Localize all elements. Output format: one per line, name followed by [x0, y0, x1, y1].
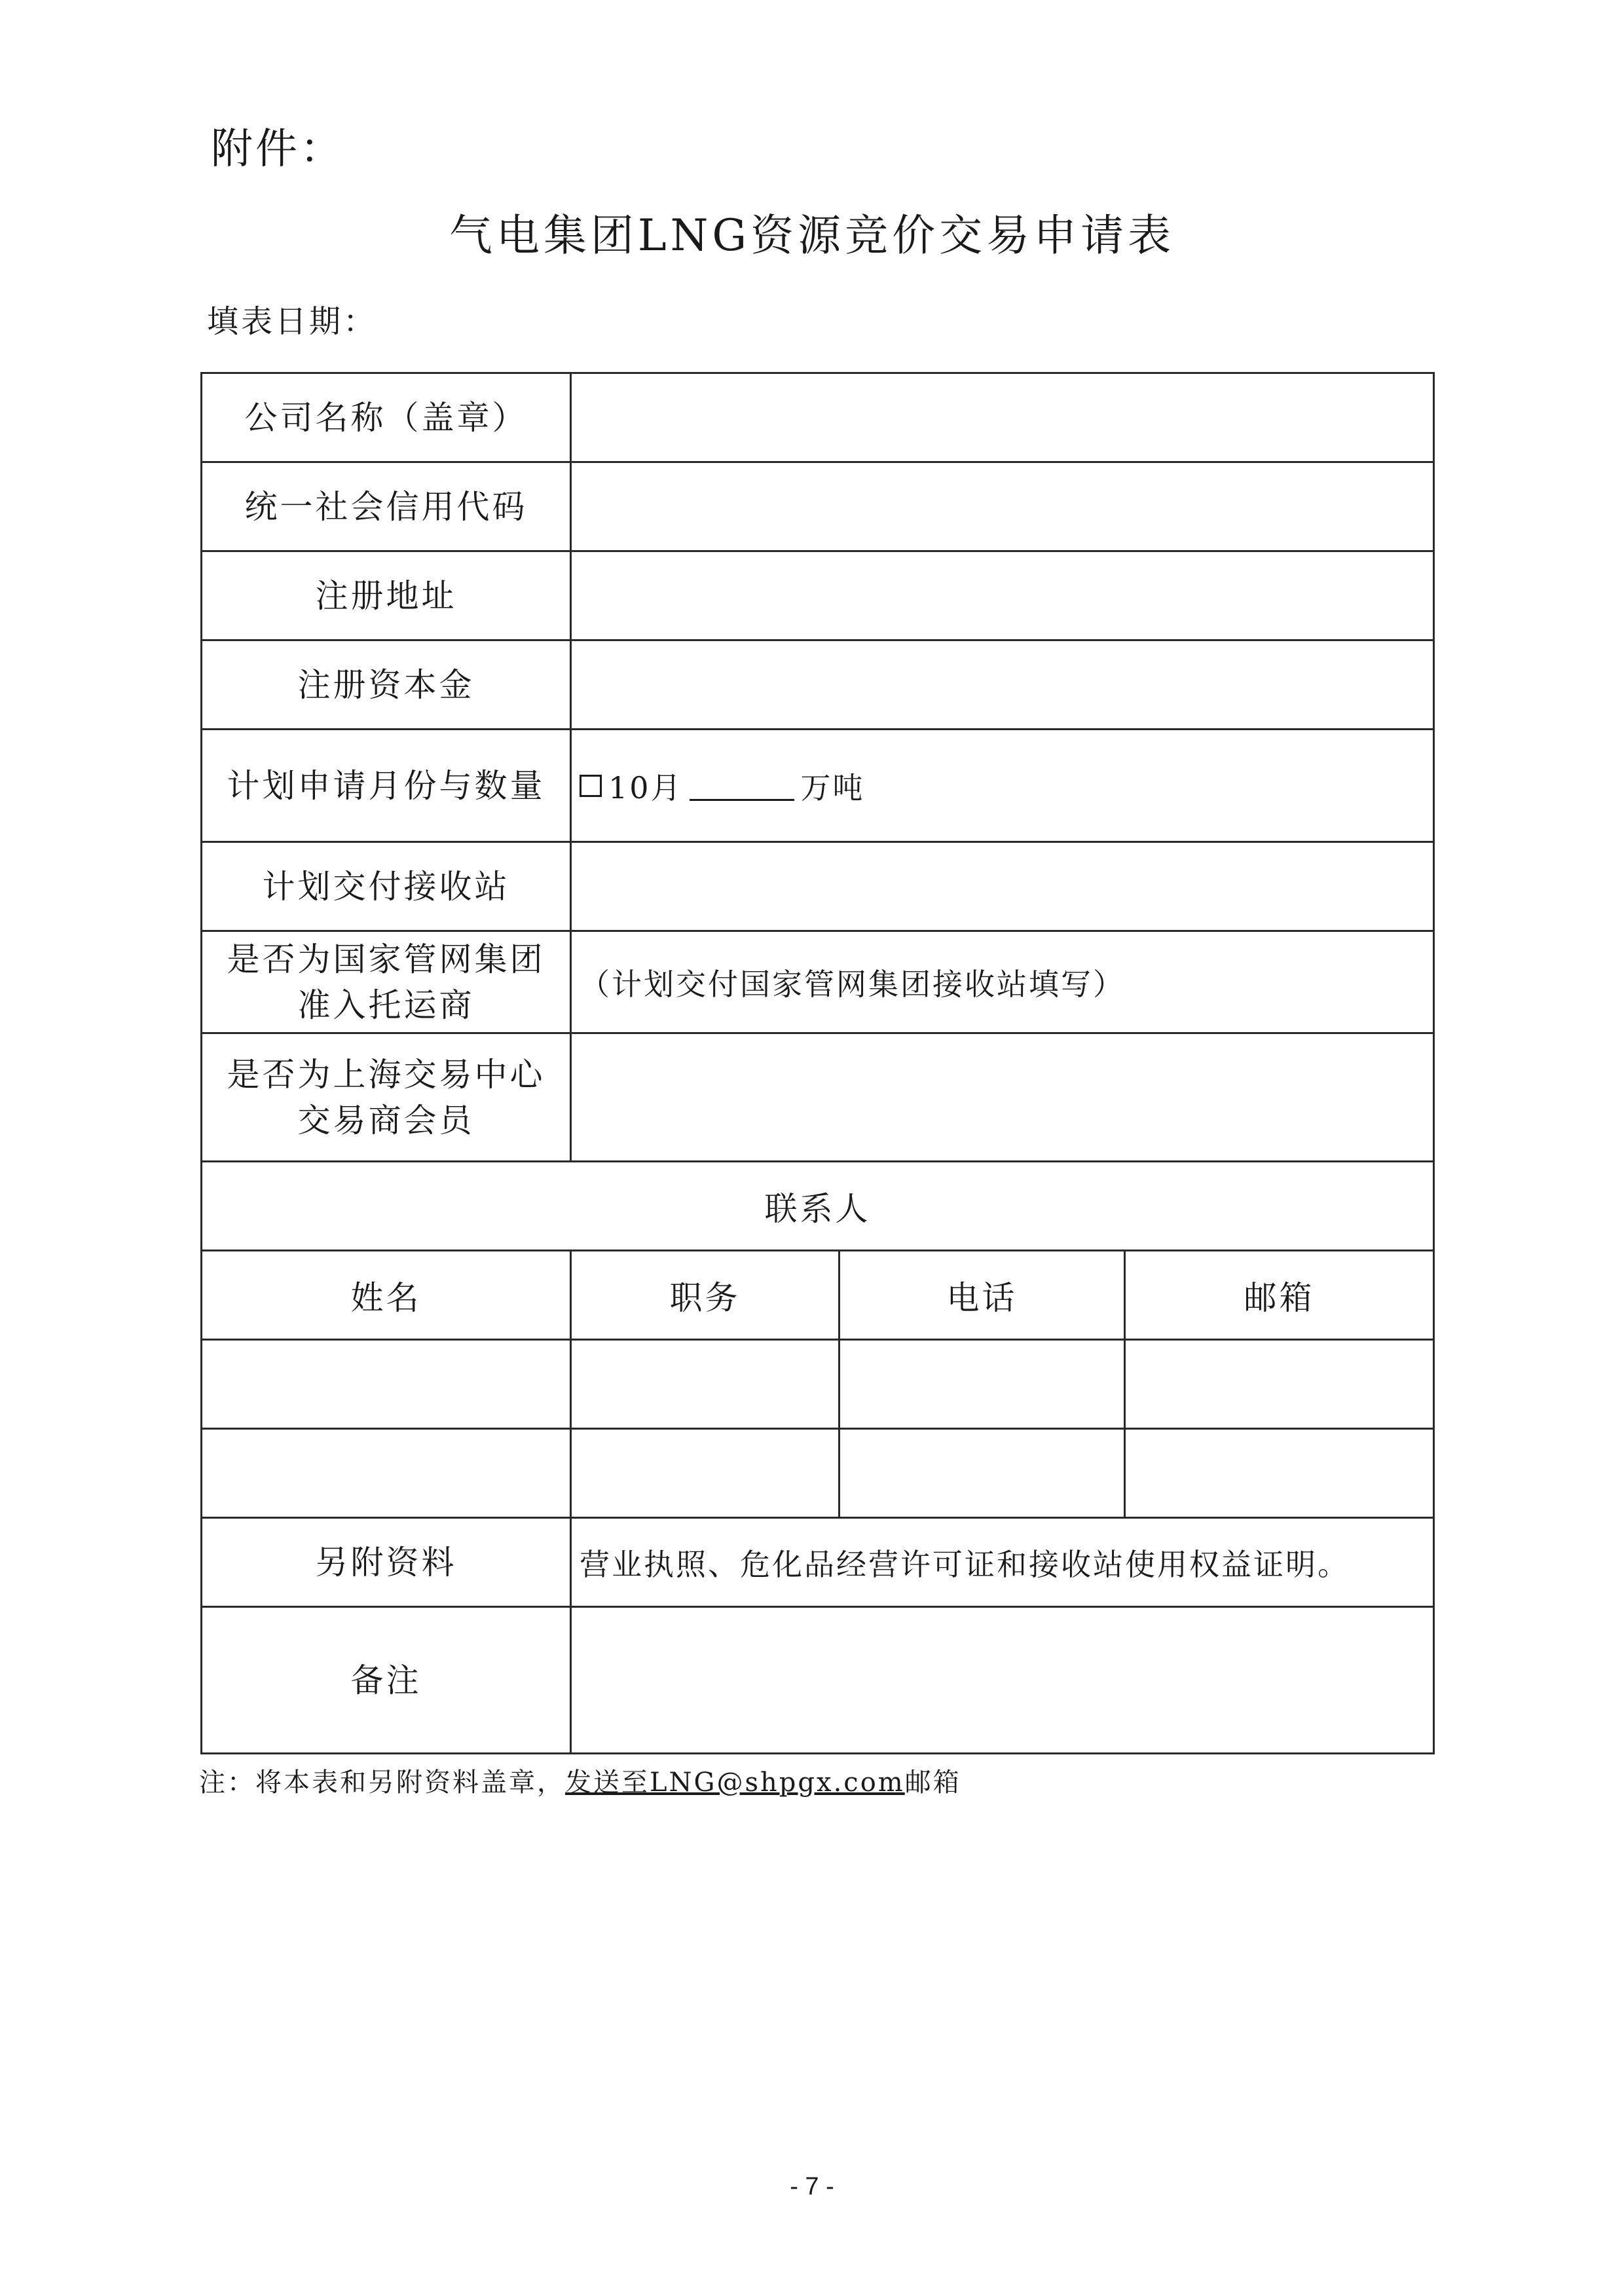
shanghai-member-field[interactable] — [571, 1033, 1434, 1162]
contact-email-header: 邮箱 — [1125, 1251, 1434, 1340]
contact-title-cell[interactable] — [571, 1429, 840, 1518]
plan-field — [571, 730, 1434, 842]
shanghai-label-line2: 交易商会员 — [297, 1101, 475, 1139]
form-row — [202, 730, 1434, 842]
attachment-label: 附件： — [211, 125, 344, 174]
credit-code-field[interactable] — [571, 462, 1434, 551]
company-name-field[interactable] — [571, 373, 1434, 462]
form-row — [202, 1033, 1434, 1162]
form-row — [202, 551, 1434, 640]
contact-title-cell[interactable] — [571, 1340, 840, 1429]
shanghai-member-label — [202, 1033, 571, 1162]
plan-unit: 万吨 — [800, 769, 865, 805]
email-link[interactable]: 发送至LNG@shpgx.com — [565, 1768, 905, 1798]
plan-month: 10月 — [608, 769, 683, 805]
form-row — [202, 373, 1434, 462]
registered-address-field[interactable] — [571, 551, 1434, 640]
registered-address-label: 注册地址 — [202, 551, 571, 640]
remarks-label: 备注 — [202, 1607, 571, 1754]
contact-phone-cell[interactable] — [840, 1340, 1125, 1429]
form-row — [202, 1607, 1434, 1754]
pipeline-shipper-label — [202, 931, 571, 1033]
note-suffix: 邮箱 — [904, 1768, 961, 1798]
plan-label: 计划申请月份与数量 — [202, 730, 571, 842]
pipeline-label-line1: 是否为国家管网集团 — [227, 940, 545, 978]
note-prefix: 注：将本表和另附资料盖章， — [199, 1768, 565, 1798]
form-row — [202, 842, 1434, 931]
contact-phone-cell[interactable] — [840, 1429, 1125, 1518]
contact-section-title: 联系人 — [202, 1162, 1434, 1251]
credit-code-label: 统一社会信用代码 — [202, 462, 571, 551]
delivery-station-label: 计划交付接收站 — [202, 842, 571, 931]
contact-name-header: 姓名 — [202, 1251, 571, 1340]
fill-date-label: 填表日期： — [207, 303, 378, 340]
company-name-label: 公司名称（盖章） — [202, 373, 571, 462]
footer-note — [199, 1762, 961, 1799]
contact-row — [202, 1429, 1434, 1518]
contact-name-cell[interactable] — [202, 1340, 571, 1429]
form-title: 气电集团LNG资源竞价交易申请表 — [449, 210, 1175, 261]
delivery-station-field[interactable] — [571, 842, 1434, 931]
contact-header-row — [202, 1251, 1434, 1340]
contact-title-header: 职务 — [571, 1251, 840, 1340]
contact-name-cell[interactable] — [202, 1429, 571, 1518]
form-row — [202, 931, 1434, 1033]
application-form — [200, 372, 1435, 1754]
contact-row — [202, 1340, 1434, 1429]
month-checkbox[interactable] — [580, 775, 602, 797]
quantity-blank[interactable] — [690, 770, 794, 801]
remarks-field[interactable] — [571, 1607, 1434, 1754]
form-row — [202, 462, 1434, 551]
form-row — [202, 1518, 1434, 1607]
pipeline-shipper-field[interactable]: （计划交付国家管网集团接收站填写） — [571, 931, 1434, 1033]
registered-capital-field[interactable] — [571, 640, 1434, 730]
form-row — [202, 640, 1434, 730]
attachments-label: 另附资料 — [202, 1518, 571, 1607]
contact-section-row — [202, 1162, 1434, 1251]
contact-email-cell[interactable] — [1125, 1429, 1434, 1518]
shanghai-label-line1: 是否为上海交易中心 — [227, 1055, 545, 1094]
page-number: - 7 - — [790, 2173, 834, 2200]
pipeline-label-line2: 准入托运商 — [297, 986, 475, 1024]
contact-phone-header: 电话 — [840, 1251, 1125, 1340]
contact-email-cell[interactable] — [1125, 1340, 1434, 1429]
attachments-field: 营业执照、危化品经营许可证和接收站使用权益证明。 — [571, 1518, 1434, 1607]
registered-capital-label: 注册资本金 — [202, 640, 571, 730]
